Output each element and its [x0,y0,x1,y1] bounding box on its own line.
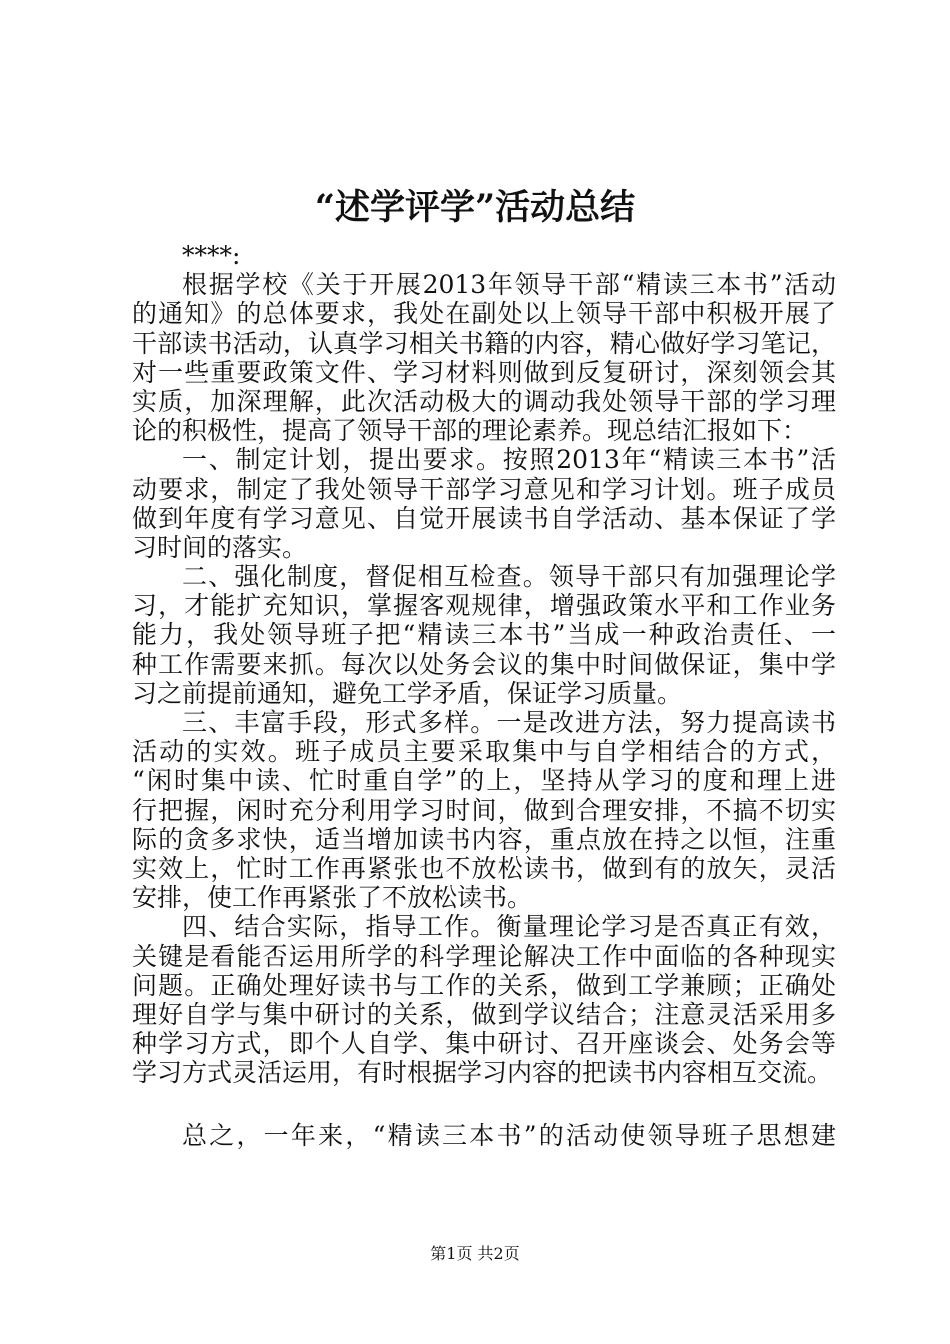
paragraph-line: 的通知》的总体要求，我处在副处以上领导干部中积极开展了 [132,299,836,329]
paragraph-line: 种学习方式，即个人自学、集中研讨、召开座谈会、处务会等 [132,1029,836,1059]
document-body [132,241,836,1151]
paragraph-line: 根据学校《关于开展2013年领导干部“精读三本书”活动 [182,270,836,300]
paragraph-line: 理好自学与集中研讨的关系，做到学议结合；注意灵活采用多 [132,999,836,1029]
paragraph-line: 一、制定计划，提出要求。按照2013年“精读三本书”活 [182,445,836,475]
paragraph-line: 习时间的落实。 [132,532,308,562]
paragraph-line: 做到年度有学习意见、自觉开展读书自学活动、基本保证了学 [132,503,836,533]
paragraph-line: 干部读书活动，认真学习相关书籍的内容，精心做好学习笔记， [132,328,836,358]
paragraph-line: 问题。正确处理好读书与工作的关系，做到工学兼顾；正确处 [132,970,836,1000]
paragraph-line: 习，才能扩充知识，掌握客观规律，增强政策水平和工作业务 [132,591,836,621]
paragraph-gap [132,1087,836,1121]
paragraph-line: 能力，我处领导班子把“精读三本书”当成一种政治责任、一 [132,620,836,650]
paragraph-line: 活动的实效。班子成员主要采取集中与自学相结合的方式， [132,737,836,767]
paragraph-line: 学习方式灵活运用，有时根据学习内容的把读书内容相互交流。 [132,1058,833,1088]
paragraph-line: 论的积极性，提高了领导干部的理论素养。现总结汇报如下： [132,416,808,446]
salutation: ****: [182,241,241,270]
page-title: “述学评学”活动总结 [314,187,636,228]
paragraph-line: 关键是看能否运用所学的科学理论解决工作中面临的各种现实 [132,941,836,971]
paragraph-line: 总之，一年来，“精读三本书”的活动使领导班子思想建 [182,1121,836,1151]
paragraph-line: 四、结合实际，指导工作。衡量理论学习是否真正有效， [182,912,836,942]
paragraph-line: 种工作需要来抓。每次以处务会议的集中时间做保证，集中学 [132,649,836,679]
paragraph-line: “闲时集中读、忙时重自学”的上，坚持从学习的度和理上进 [132,766,836,796]
paragraph-line: 动要求，制定了我处领导干部学习意见和学习计划。班子成员 [132,474,836,504]
paragraph-line: 安排，使工作再紧张了不放松读书。 [132,883,533,913]
page-number-footer: 第1页 共2页 [430,1244,520,1263]
paragraph-line: 行把握，闲时充分利用学习时间，做到合理安排，不搞不切实 [132,795,836,825]
paragraph-line: 实效上，忙时工作再紧张也不放松读书，做到有的放矢，灵活 [132,853,836,883]
paragraph-line: 际的贪多求快，适当增加读书内容，重点放在持之以恒，注重 [132,824,836,854]
paragraph-line: 习之前提前通知，避免工学矛盾，保证学习质量。 [132,678,683,708]
paragraph-line: 实质，加深理解，此次活动极大的调动我处领导干部的学习理 [132,386,836,416]
paragraph-line: 对一些重要政策文件、学习材料则做到反复研讨，深刻领会其 [132,357,836,387]
paragraph-line: 二、强化制度，督促相互检查。领导干部只有加强理论学 [182,562,836,592]
paragraph-line: 三、丰富手段，形式多样。一是改进方法，努力提高读书 [182,708,836,737]
